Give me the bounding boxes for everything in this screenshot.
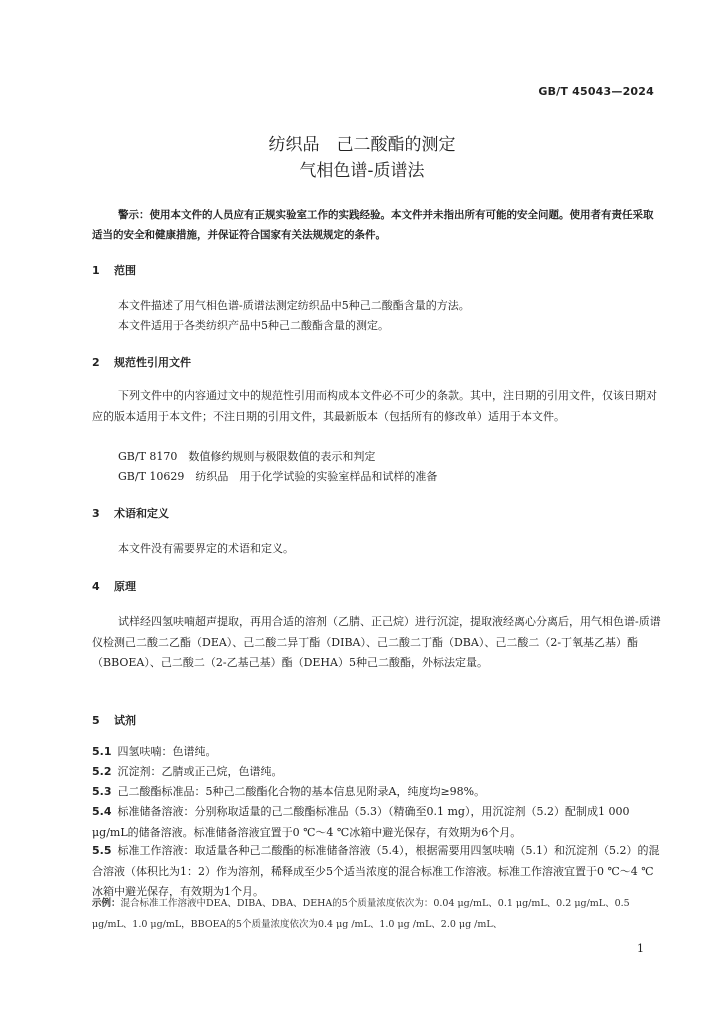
document-subtitle: 气相色谱-质谱法 (299, 161, 425, 181)
principle-paragraph: 试样经四氢呋喃超声提取，再用合适的溶剂（乙腈、正己烷）进行沉淀，提取液经离心分离后，用气相色谱-质谱仪检测己二酸二乙酯（DEA）、己二酸二异丁酯（DIBA）、己二酸二丁酯（DBA）、己二酸二（2-丁氧基乙基）酯（BBOEA）、己二酸二（2-乙基己基）酯（DEHA）5种己二酸酯，外标法定量。 (92, 615, 661, 669)
warning-notice: 警示：使用本文件的人员应有正规实验室工作的实践经验。本文件并未指出所有可能的安全问题。使用者有责任采取适当的安全和健康措施，并保证符合国家有关法规规定的条件。 (92, 209, 654, 241)
reagent-item (92, 802, 662, 843)
document-title: 纺织品 己二酸酯的测定 (268, 135, 456, 155)
section-title: 范围 (114, 264, 136, 277)
section-number: 1 (92, 264, 100, 277)
page-number: 1 (637, 942, 644, 955)
reagent-item (92, 762, 662, 783)
item-text: 标准工作溶液：取适量各种己二酸酯的标准储备溶液（5.4），根据需要用四氢呋喃（5.1）和沉淀剂（5.2）的混合溶液（体积比为1：2）作为溶剂，稀释成至少5个适当浓度的混合标准工作溶液。标准工作溶液宜置于0 ℃～4 ℃冰箱中避光保存，有效期为1个月。 (92, 844, 660, 898)
normative-references-paragraph: 下列文件中的内容通过文中的规范性引用而构成本文件必不可少的条款。其中，注日期的引用文件，仅该日期对应的版本适用于本文件；不注日期的引用文件，其最新版本（包括所有的修改单）适用于本文件。 (92, 389, 657, 423)
item-number: 5.3 (92, 785, 112, 798)
section-3-heading (92, 505, 169, 521)
example-label: 示例： (92, 898, 121, 909)
section-number: 3 (92, 507, 100, 520)
item-number: 5.4 (92, 805, 112, 818)
section-number: 2 (92, 356, 100, 369)
scope-paragraph-2: 本文件适用于各类纺织产品中5种己二酸酯含量的测定。 (118, 319, 389, 332)
reference-item: GB/T 8170 数值修约规则与极限数值的表示和判定 (118, 450, 376, 463)
section-title: 试剂 (114, 714, 136, 727)
section-1-heading (92, 262, 136, 278)
reagent-item (92, 742, 662, 763)
section-4-heading (92, 578, 136, 594)
item-number: 5.2 (92, 765, 112, 778)
section-title: 原理 (114, 580, 136, 593)
scope-paragraph-1: 本文件描述了用气相色谱-质谱法测定纺织品中5种己二酸酯含量的方法。 (118, 299, 470, 312)
section-title: 术语和定义 (114, 507, 169, 520)
reagent-item (92, 782, 662, 803)
example-text: 混合标准工作溶液中DEA、DIBA、DBA、DEHA的5个质量浓度依次为：0.04 μg/mL、0.1 μg/mL、0.2 μg/mL、0.5 μg/mL、1.0 μg/mL，BBOEA的5个质量浓度依次为0.4 μg /mL、1.0 μg /mL、2.0 μg /mL、 (92, 898, 630, 930)
section-number: 5 (92, 714, 100, 727)
item-number: 5.1 (92, 745, 112, 758)
item-text: 标准储备溶液：分别称取适量的己二酸酯标准品（5.3）（精确至0.1 mg），用沉淀剂（5.2）配制成1 000 μg/mL的储备溶液。标准储备溶液宜置于0 ℃～4 ℃冰箱中避光保存，有效期为6个月。 (92, 805, 630, 839)
section-5-heading (92, 712, 136, 728)
item-text: 己二酸酯标准品：5种己二酸酯化合物的基本信息见附录A，纯度均≥98%。 (117, 785, 486, 798)
item-text: 四氢呋喃：色谱纯。 (117, 745, 217, 758)
terms-paragraph: 本文件没有需要界定的术语和定义。 (118, 542, 294, 555)
item-text: 沉淀剂：乙腈或正己烷，色谱纯。 (117, 765, 283, 778)
item-number: 5.5 (92, 844, 112, 857)
section-title: 规范性引用文件 (114, 356, 191, 369)
standard-code: GB/T 45043—2024 (538, 85, 654, 98)
example-note (92, 893, 662, 935)
section-number: 4 (92, 580, 100, 593)
section-2-heading (92, 354, 191, 370)
reference-item: GB/T 10629 纺织品 用于化学试验的实验室样品和试样的准备 (118, 470, 438, 483)
